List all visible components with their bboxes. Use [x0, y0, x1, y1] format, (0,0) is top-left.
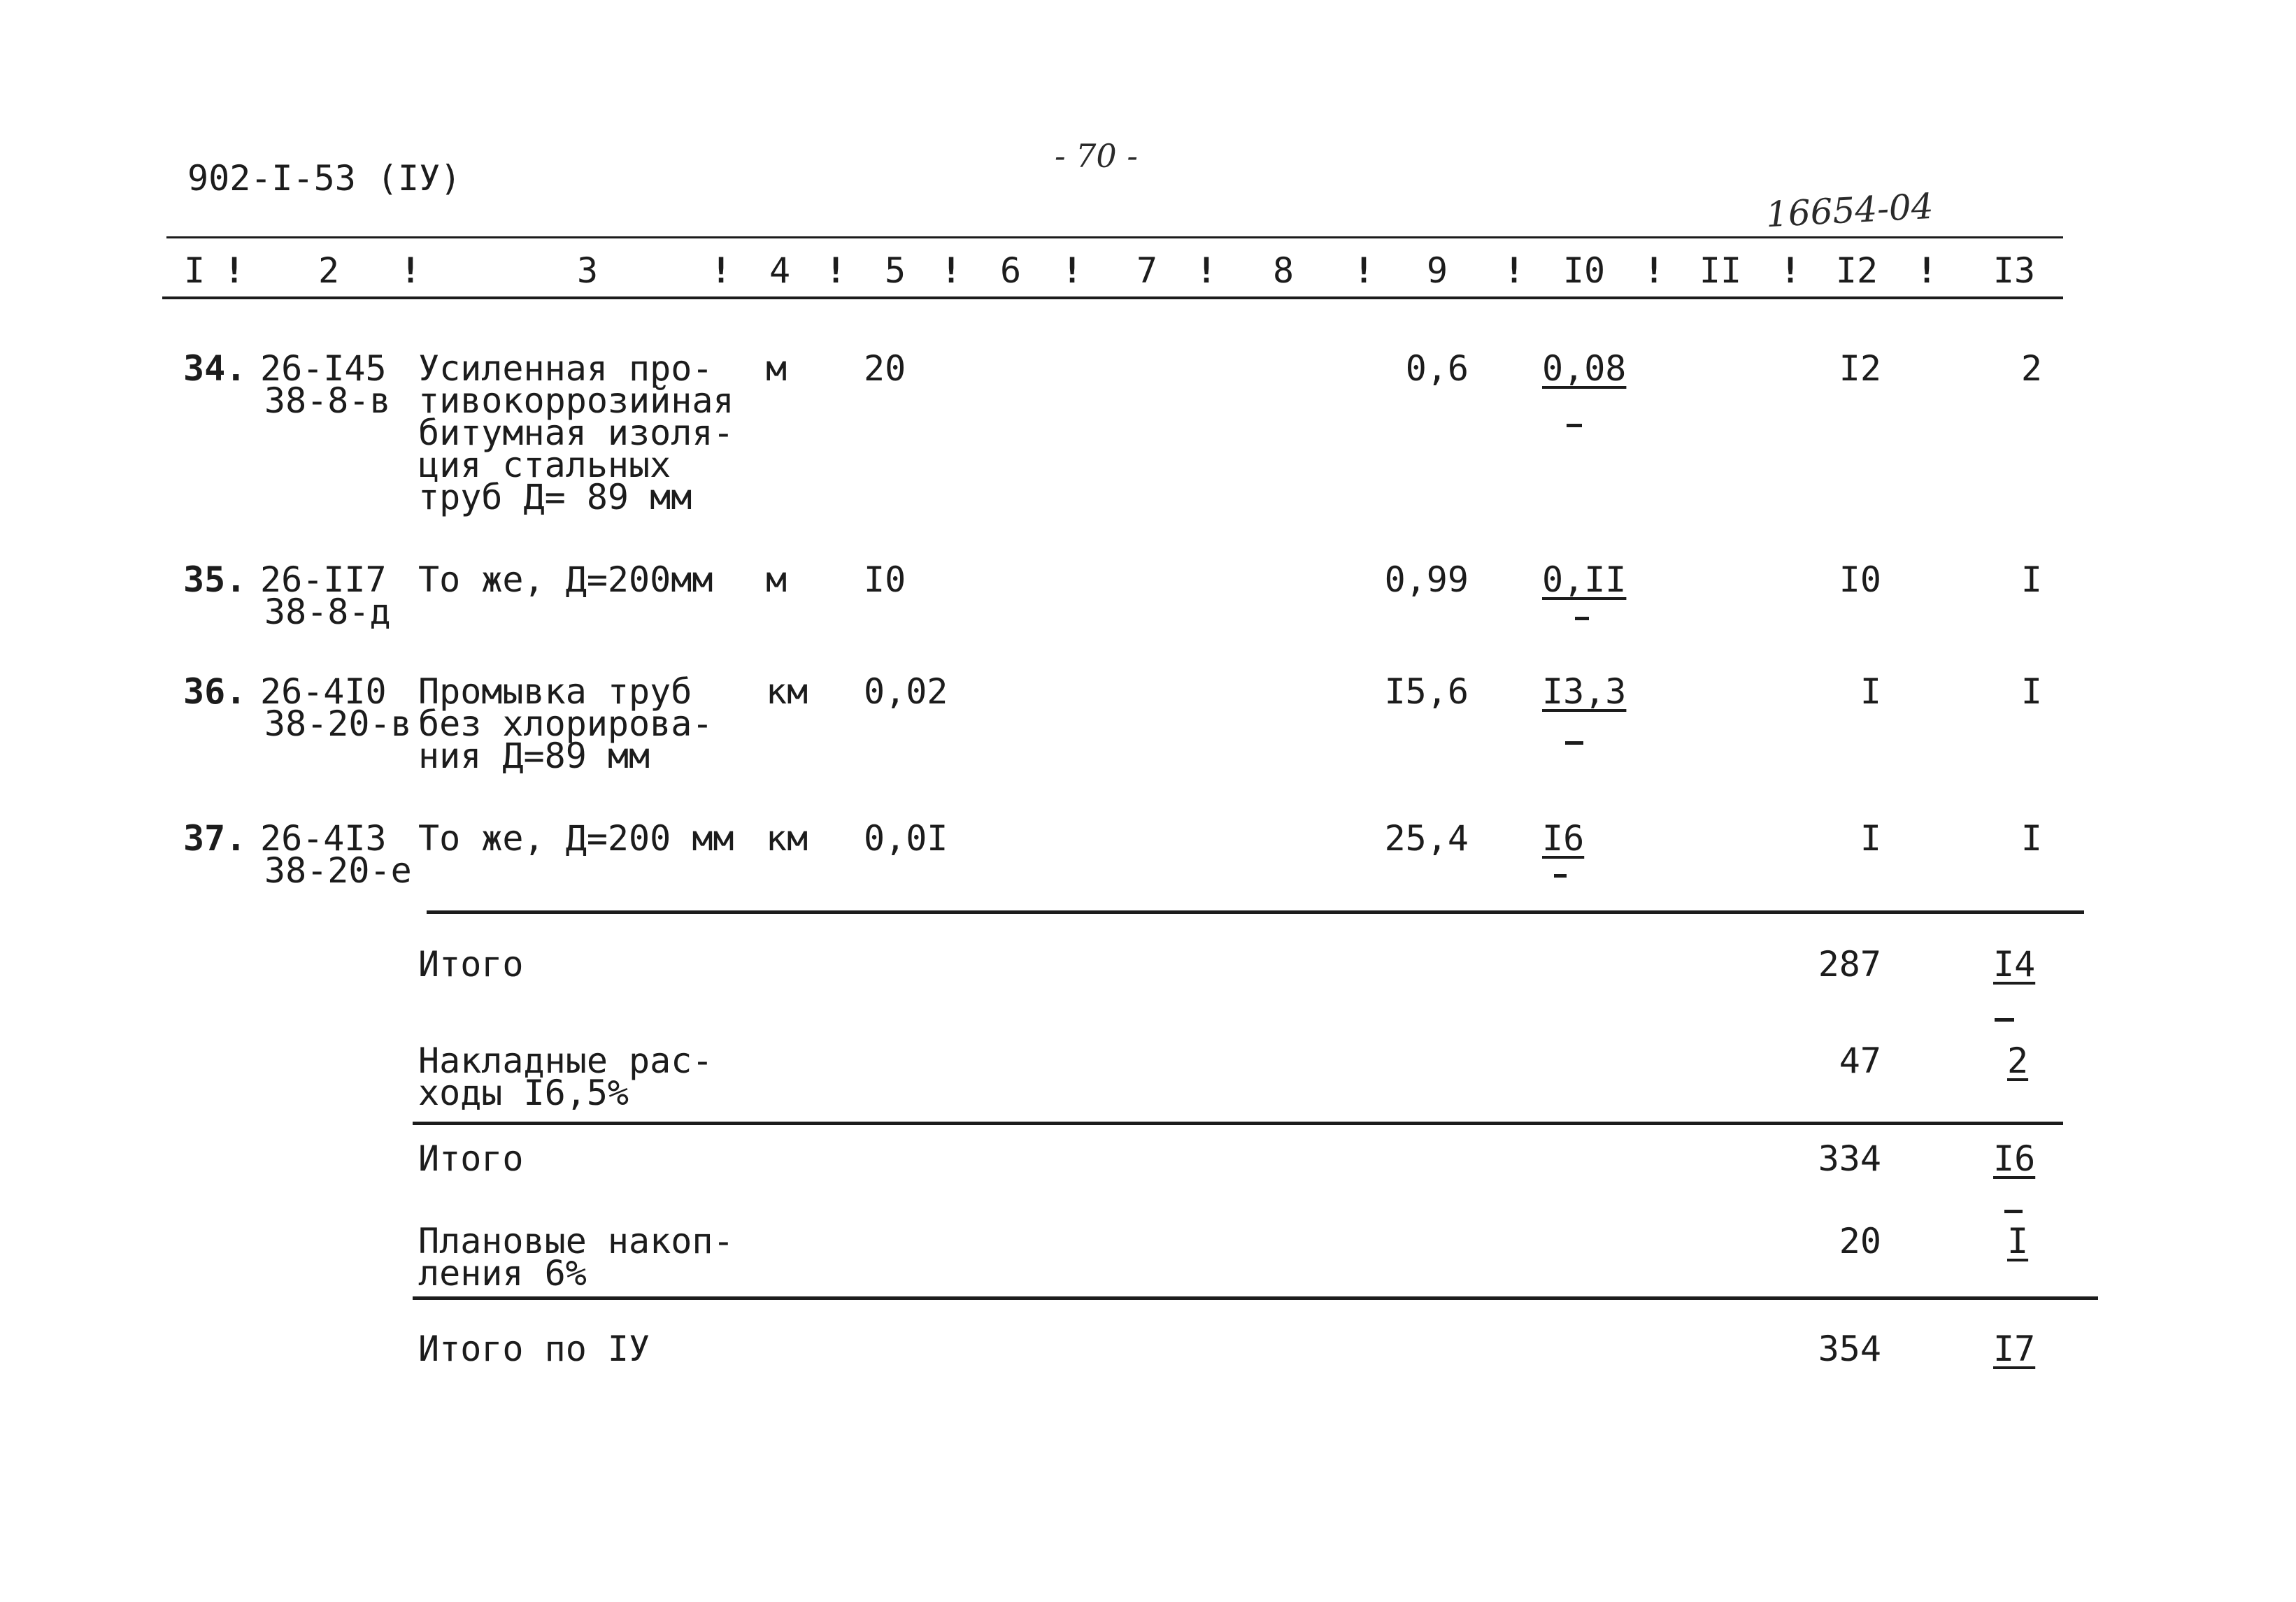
row-number: 36.: [183, 671, 247, 712]
subtotal-rule: [413, 1122, 2063, 1125]
totals-col13: I: [2007, 1221, 2029, 1261]
row-code-secondary: 38-8-д: [264, 592, 391, 632]
col-header-3: 3: [576, 250, 599, 291]
dash-mark: [1995, 1018, 2014, 1022]
totals-col13: I6: [1993, 1138, 2036, 1179]
row-col10: I6: [1542, 818, 1585, 859]
dash-mark: [2004, 1210, 2023, 1213]
totals-label: Накладные рас- ходы I6,5%: [418, 1040, 713, 1113]
row-quantity: 20: [864, 348, 906, 389]
totals-label: Итого: [418, 944, 524, 985]
totals-col12: 287: [1818, 944, 1881, 985]
row-col12: I0: [1839, 559, 1881, 600]
row-col10: 0,II: [1542, 559, 1627, 600]
col-header-7: 7: [1136, 250, 1158, 291]
row-col10: I3,3: [1542, 671, 1627, 712]
row-col10: 0,08: [1542, 348, 1627, 389]
row-col13: I: [2020, 559, 2042, 600]
col-separator: !: [1353, 250, 1375, 291]
col-separator: !: [825, 250, 847, 291]
document-code: 902-I-53 (IУ): [187, 158, 462, 199]
row-quantity: I0: [864, 559, 906, 600]
col-separator: !: [711, 250, 732, 291]
row-number: 37.: [183, 818, 247, 859]
row-quantity: 0,0I: [864, 818, 948, 859]
row-code-secondary: 38-20-в: [264, 703, 412, 744]
row-col12: I: [1860, 818, 1881, 859]
row-code-secondary: 38-8-в: [264, 380, 391, 421]
row-col9: 25,4: [1384, 818, 1469, 859]
handwritten-reference: 16654-04: [1764, 185, 1934, 236]
page-number: - 70 -: [1055, 137, 1138, 175]
totals-col12: 20: [1839, 1221, 1881, 1261]
col-header-10: I0: [1562, 250, 1606, 291]
col-header-8: 8: [1272, 250, 1295, 291]
row-unit: км: [766, 671, 808, 712]
row-code-primary: 26-II7: [260, 559, 387, 600]
row-code-primary: 26-4I3: [260, 818, 387, 859]
col-header-1: I: [183, 250, 206, 291]
col-header-4: 4: [769, 250, 791, 291]
row-col9: 0,6: [1405, 348, 1469, 389]
totals-label: Итого: [418, 1138, 524, 1179]
row-col12: I: [1860, 671, 1881, 712]
col-separator: !: [1780, 250, 1802, 291]
row-unit: м: [766, 559, 787, 600]
dash-mark: [1554, 874, 1567, 878]
row-description: Усиленная про- тивокоррозийная битумная изоля- ция стальных труб Д= 89 мм: [418, 348, 734, 517]
col-separator: !: [941, 250, 962, 291]
grand-total-rule: [413, 1296, 2098, 1300]
col-header-6: 6: [999, 250, 1022, 291]
row-col9: I5,6: [1384, 671, 1469, 712]
header-bottom-rule: [162, 296, 2063, 299]
header-top-rule: [166, 236, 2063, 238]
col-separator: !: [1643, 250, 1665, 291]
col-header-5: 5: [884, 250, 906, 291]
row-col13: I: [2020, 671, 2042, 712]
totals-col13: 2: [2007, 1040, 2029, 1081]
totals-label: Итого по IУ: [418, 1329, 650, 1369]
col-header-13: I3: [1992, 250, 2036, 291]
totals-col12: 354: [1818, 1329, 1881, 1369]
totals-label: Плановые накоп- ления 6%: [418, 1221, 734, 1294]
row-number: 35.: [183, 559, 247, 600]
totals-col12: 334: [1818, 1138, 1881, 1179]
row-col13: I: [2020, 818, 2042, 859]
col-separator: !: [1916, 250, 1938, 291]
row-description: Промывка труб без хлорирова- ния Д=89 мм: [418, 671, 713, 776]
col-separator: !: [1504, 250, 1525, 291]
row-quantity: 0,02: [864, 671, 948, 712]
row-col13: 2: [2020, 348, 2042, 389]
row-code-secondary: 38-20-е: [264, 850, 412, 891]
row-unit: км: [766, 818, 808, 859]
totals-col13: I4: [1993, 944, 2036, 985]
col-header-12: I2: [1835, 250, 1878, 291]
row-unit: м: [766, 348, 787, 389]
dash-mark: [1565, 741, 1583, 745]
col-separator: !: [400, 250, 422, 291]
col-header-2: 2: [318, 250, 340, 291]
row-description: То же, Д=200мм: [418, 559, 713, 600]
totals-col13: I7: [1993, 1329, 2036, 1369]
totals-col12: 47: [1839, 1040, 1881, 1081]
col-separator: !: [1196, 250, 1218, 291]
row-col9: 0,99: [1384, 559, 1469, 600]
dash-mark: [1567, 424, 1582, 427]
totals-top-rule: [427, 910, 2084, 914]
row-number: 34.: [183, 348, 247, 389]
row-code-primary: 26-4I0: [260, 671, 387, 712]
dash-mark: [1575, 617, 1589, 620]
col-header-9: 9: [1426, 250, 1448, 291]
row-description: То же, Д=200 мм: [418, 818, 734, 859]
row-col12: I2: [1839, 348, 1881, 389]
col-separator: !: [224, 250, 245, 291]
row-code-primary: 26-I45: [260, 348, 387, 389]
col-separator: !: [1062, 250, 1083, 291]
col-header-11: II: [1699, 250, 1742, 291]
